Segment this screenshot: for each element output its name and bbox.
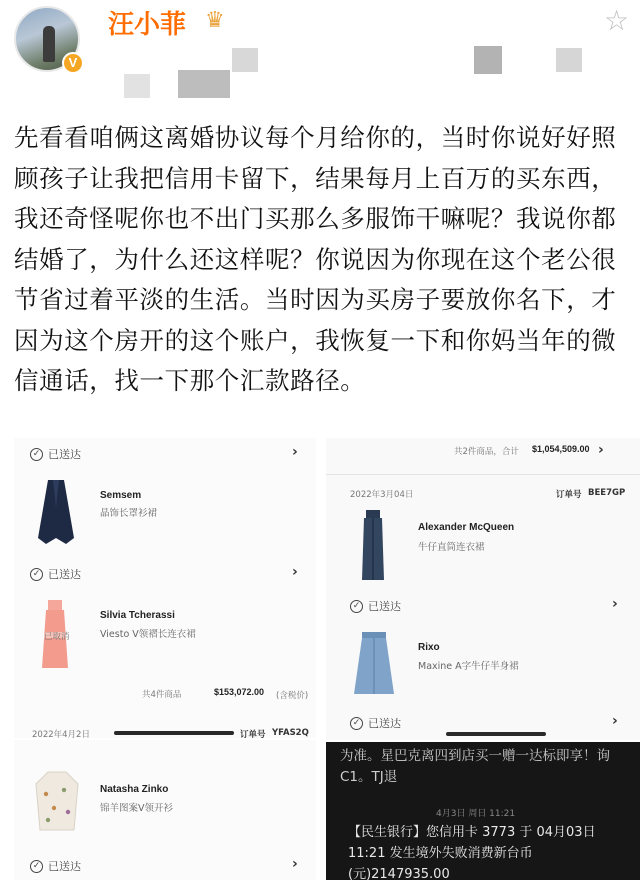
total-note: (含税价) — [276, 691, 309, 701]
coat-image — [36, 478, 76, 546]
blurred-meta — [556, 48, 582, 72]
check-circle-icon: ✓ — [30, 448, 43, 461]
item-desc: 锦羊图案V领开衫 — [100, 803, 173, 814]
order-date: 2022年3月04日 — [350, 490, 414, 500]
home-indicator — [114, 731, 234, 735]
item-brand: Alexander McQueen — [418, 522, 515, 533]
check-circle-icon: ✓ — [30, 568, 43, 581]
order-screenshot-left — [14, 438, 316, 738]
sms-previous-message: 为准。星巴克离四到店买一赠一达标即享！询 C1。TJ退 — [340, 748, 610, 785]
delivered-status — [350, 715, 401, 731]
order-screenshot-bottom-left — [14, 740, 316, 880]
chevron-right-icon[interactable]: › — [598, 442, 604, 458]
item-desc: 晶饰长罩衫裙 — [100, 508, 158, 519]
item-desc: Viesto V领褶长连衣裙 — [100, 629, 196, 640]
crown-icon: ♛ — [205, 8, 225, 33]
cardigan-image — [34, 770, 80, 832]
summary-count: 共2件商品，合计 — [454, 447, 519, 457]
summary-count: 共4件商品 — [142, 690, 182, 700]
delivered-status — [350, 598, 401, 614]
check-circle-icon: ✓ — [350, 600, 363, 613]
post-text: 先看看咱俩这离婚协议每个月给你的，当时你说好好照顾孩子让我把信用卡留下，结果每月上百万的买东西，我还奇怪呢你也不出门买那么多服饰干嘛呢？我说你都结婚了，为什么还这样呢？你说因为你现在这个老公很节省过着平淡的生活。当时因为买房子要放你名下，才因为这个房开的这个账户，我恢复一下和你妈当年的微信通话，找一下那个汇款路径。 — [14, 123, 617, 395]
chevron-right-icon[interactable]: › — [612, 713, 618, 729]
chevron-right-icon[interactable]: › — [612, 596, 618, 612]
username[interactable]: 汪小菲 — [108, 10, 187, 40]
side-tag: 已取消 — [44, 632, 70, 642]
delivered-status — [30, 858, 81, 874]
order-total: $1,054,509.00 — [532, 444, 590, 454]
star-icon[interactable]: ☆ — [604, 4, 630, 37]
chevron-right-icon[interactable]: › — [292, 564, 298, 580]
order-no-label: 订单号 — [240, 730, 266, 738]
sms-timestamp: 4月3日 周日 11:21 — [436, 809, 516, 819]
order-no: YFAS2Q — [272, 728, 309, 738]
blurred-meta — [178, 70, 230, 98]
chevron-right-icon[interactable]: › — [292, 856, 298, 872]
item-brand: Natasha Zinko — [100, 784, 169, 795]
status-label: 已送达 — [48, 448, 81, 461]
post-header — [0, 0, 640, 118]
divider — [326, 474, 640, 475]
status-label: 已送达 — [368, 717, 401, 730]
item-brand: Semsem — [100, 490, 142, 501]
item-desc: 牛仔直筒连衣裙 — [418, 542, 485, 553]
check-circle-icon: ✓ — [30, 860, 43, 873]
check-circle-icon: ✓ — [350, 717, 363, 730]
item-desc: Maxine A字牛仔半身裙 — [418, 661, 519, 672]
chevron-right-icon[interactable]: › — [292, 444, 298, 460]
status-label: 已送达 — [48, 568, 81, 581]
verified-badge-icon: V — [62, 52, 84, 74]
blurred-meta — [124, 74, 150, 98]
blurred-meta — [474, 46, 502, 74]
order-no-label: 订单号 — [556, 490, 582, 500]
home-indicator — [446, 732, 546, 736]
order-date: 2022年4月2日 — [32, 730, 90, 738]
delivered-status — [30, 446, 81, 462]
order-screenshot-right — [326, 438, 640, 740]
delivered-status — [30, 566, 81, 582]
sms-bank-message: 【民生银行】您信用卡 3773 于 04月03日11:21 发生境外失败消费新台币(元)2147935.00 — [348, 825, 596, 880]
denim-dress-image — [358, 508, 388, 582]
item-brand: Rixo — [418, 642, 440, 653]
avatar-figure — [43, 26, 55, 62]
status-label: 已送达 — [48, 860, 81, 873]
denim-skirt-image — [352, 630, 396, 696]
sms-screenshot — [326, 742, 640, 880]
blurred-meta — [232, 48, 258, 72]
order-total: $153,072.00 — [214, 687, 265, 697]
order-no: BEE7GP — [588, 488, 626, 498]
item-brand: Silvia Tcherassi — [100, 610, 175, 621]
status-label: 已送达 — [368, 600, 401, 613]
